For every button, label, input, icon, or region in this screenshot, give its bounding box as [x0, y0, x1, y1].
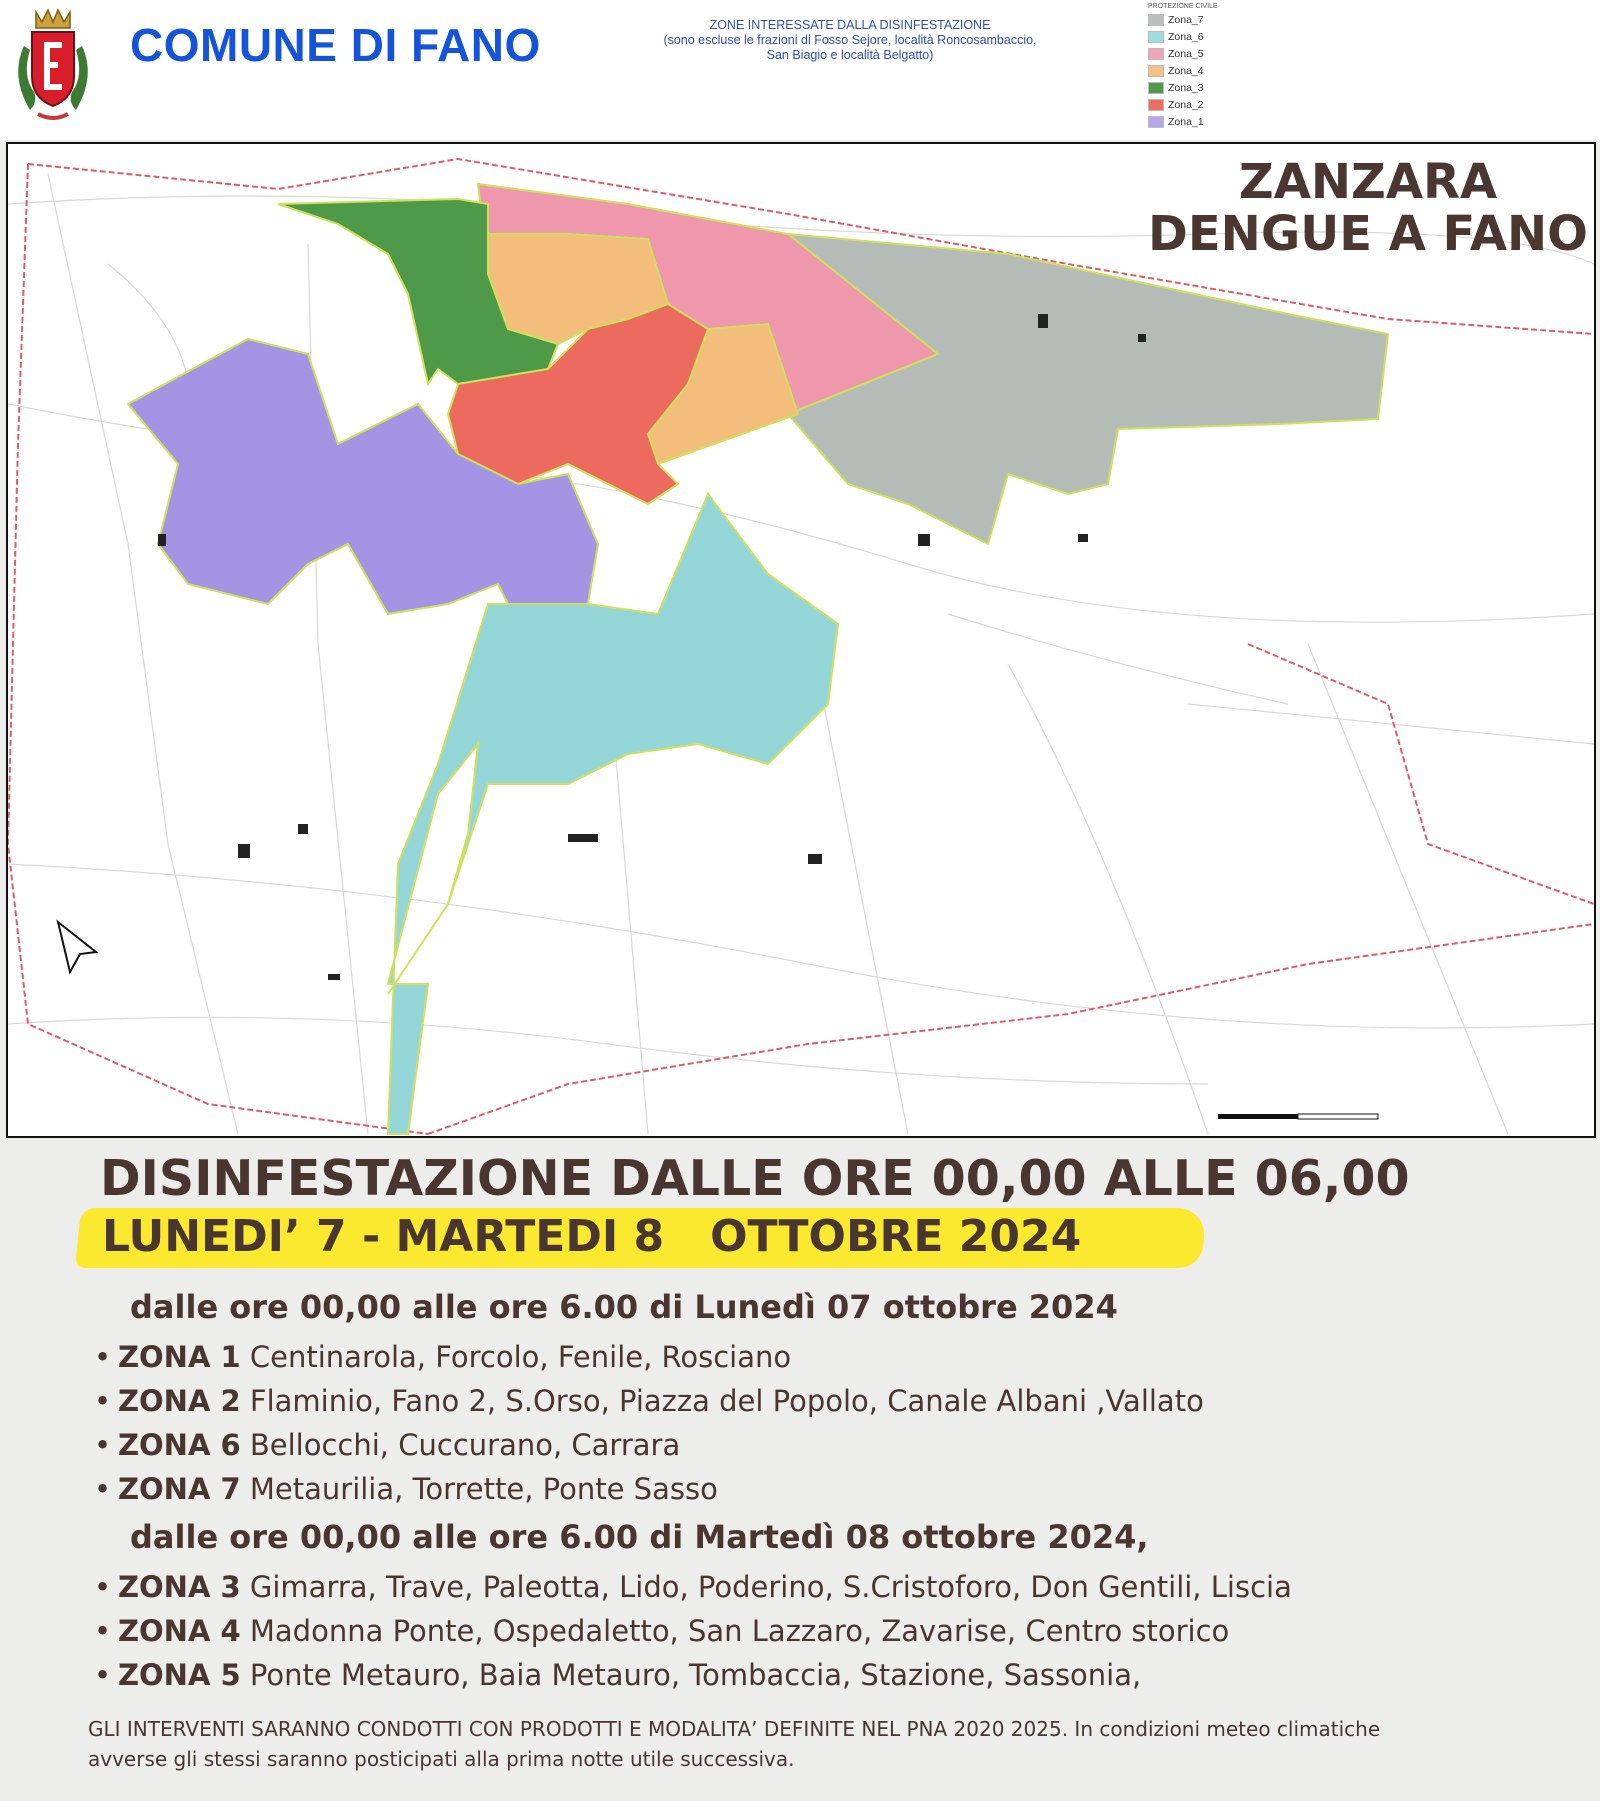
- map-headline-line2: DENGUE A FANO: [1148, 206, 1588, 262]
- map-headline: [1138, 156, 1596, 260]
- date-line: LUNEDI’ 7 - MARTEDI 8 OTTOBRE 2024: [102, 1211, 1082, 1262]
- bullet-icon: •: [94, 1340, 112, 1374]
- footnote-line1: GLI INTERVENTI SARANNO CONDOTTI CON PRODOTTI E MODALITA’ DEFINITE NEL PNA 2020 2025. In condizioni meteo climatiche: [88, 1717, 1381, 1741]
- legend-swatch: [1148, 65, 1164, 77]
- zone-note: [600, 18, 1100, 63]
- zone-note-line1: ZONE INTERESSATE DALLA DISINFESTAZIONE: [709, 18, 991, 32]
- legend-label: Zona_5: [1168, 47, 1204, 60]
- zone-label: ZONA 4: [118, 1614, 241, 1648]
- zone-label: ZONA 3: [118, 1570, 241, 1604]
- legend-swatch: [1148, 82, 1164, 94]
- zones-map: [6, 142, 1596, 1138]
- zone-note-line3: San Biagio e località Belgatto): [766, 48, 934, 62]
- legend-item: [1148, 62, 1258, 79]
- session-1-title: dalle ore 00,00 alle ore 6.00 di Lunedì 07 ottobre 2024: [130, 1288, 1118, 1326]
- zone-places: Flaminio, Fano 2, S.Orso, Piazza del Popolo, Canale Albani ,Vallato: [249, 1384, 1204, 1418]
- zone-row: [94, 1384, 1204, 1418]
- legend-item: [1148, 11, 1258, 28]
- legend-item: [1148, 79, 1258, 96]
- legend-label: Zona_1: [1168, 115, 1204, 128]
- bullet-icon: •: [94, 1614, 112, 1648]
- legend-item: [1148, 28, 1258, 45]
- zone-label: ZONA 5: [118, 1658, 241, 1692]
- legend-item: [1148, 96, 1258, 113]
- zone-places: Gimarra, Trave, Paleotta, Lido, Poderino, S.Cristoforo, Don Gentili, Liscia: [249, 1570, 1292, 1604]
- legend-label: Zona_7: [1168, 13, 1204, 26]
- disinfestation-headline: DISINFESTAZIONE DALLE ORE 00,00 ALLE 06,00: [100, 1150, 1410, 1207]
- legend-swatch: [1148, 14, 1164, 26]
- map-legend: [1148, 2, 1258, 130]
- zone-places: Bellocchi, Cuccurano, Carrara: [249, 1428, 681, 1462]
- zone-note-line2: (sono escluse le frazioni di Fosso Sejore, località Roncosambaccio,: [663, 33, 1037, 47]
- zone-label: ZONA 2: [118, 1384, 241, 1418]
- announcement-section: [0, 1140, 1600, 1801]
- municipal-crest-icon: [8, 6, 98, 124]
- legend-label: Zona_6: [1168, 30, 1204, 43]
- zone-places: Madonna Ponte, Ospedaletto, San Lazzaro, Zavarise, Centro storico: [249, 1614, 1230, 1648]
- zone-places: Metaurilia, Torrette, Ponte Sasso: [249, 1472, 718, 1506]
- header: [0, 0, 1600, 140]
- legend-swatch: [1148, 48, 1164, 60]
- bullet-icon: •: [94, 1570, 112, 1604]
- zone-label: ZONA 6: [118, 1428, 241, 1462]
- bullet-icon: •: [94, 1472, 112, 1506]
- legend-swatch: [1148, 116, 1164, 128]
- zona7-area: [788, 234, 1388, 544]
- footnote-line2: avverse gli stessi saranno posticipati alla prima notte utile successiva.: [88, 1747, 795, 1771]
- legend-label: Zona_3: [1168, 81, 1204, 94]
- legend-item: [1148, 45, 1258, 62]
- zone-label: ZONA 7: [118, 1472, 241, 1506]
- zone-row: [94, 1340, 791, 1374]
- zone-row: [94, 1570, 1292, 1604]
- zone-row: [94, 1658, 1141, 1692]
- footnote: [88, 1714, 1538, 1774]
- legend-swatch: [1148, 31, 1164, 43]
- comune-title: COMUNE DI FANO: [130, 19, 541, 71]
- bullet-icon: •: [94, 1384, 112, 1418]
- session-2-title: dalle ore 00,00 alle ore 6.00 di Martedì 08 ottobre 2024,: [130, 1518, 1149, 1556]
- legend-title: PROTEZIONE CIVILE: [1148, 3, 1218, 10]
- map-canvas: [8, 144, 1594, 1136]
- bullet-icon: •: [94, 1658, 112, 1692]
- zone-row: [94, 1428, 680, 1462]
- zone-places: Ponte Metauro, Baia Metauro, Tombaccia, Stazione, Sassonia,: [249, 1658, 1142, 1692]
- zone-row: [94, 1472, 718, 1506]
- zone-row: [94, 1614, 1229, 1648]
- zone-label: ZONA 1: [118, 1340, 241, 1374]
- zone-places: Centinarola, Forcolo, Fenile, Rosciano: [249, 1340, 792, 1374]
- legend-label: Zona_2: [1168, 98, 1204, 111]
- bullet-icon: •: [94, 1428, 112, 1462]
- north-arrow-icon: [58, 922, 96, 972]
- legend-item: [1148, 113, 1258, 130]
- legend-label: Zona_4: [1168, 64, 1204, 77]
- map-headline-line1: ZANZARA: [1238, 154, 1498, 210]
- scale-bar: [1218, 1114, 1378, 1119]
- legend-swatch: [1148, 99, 1164, 111]
